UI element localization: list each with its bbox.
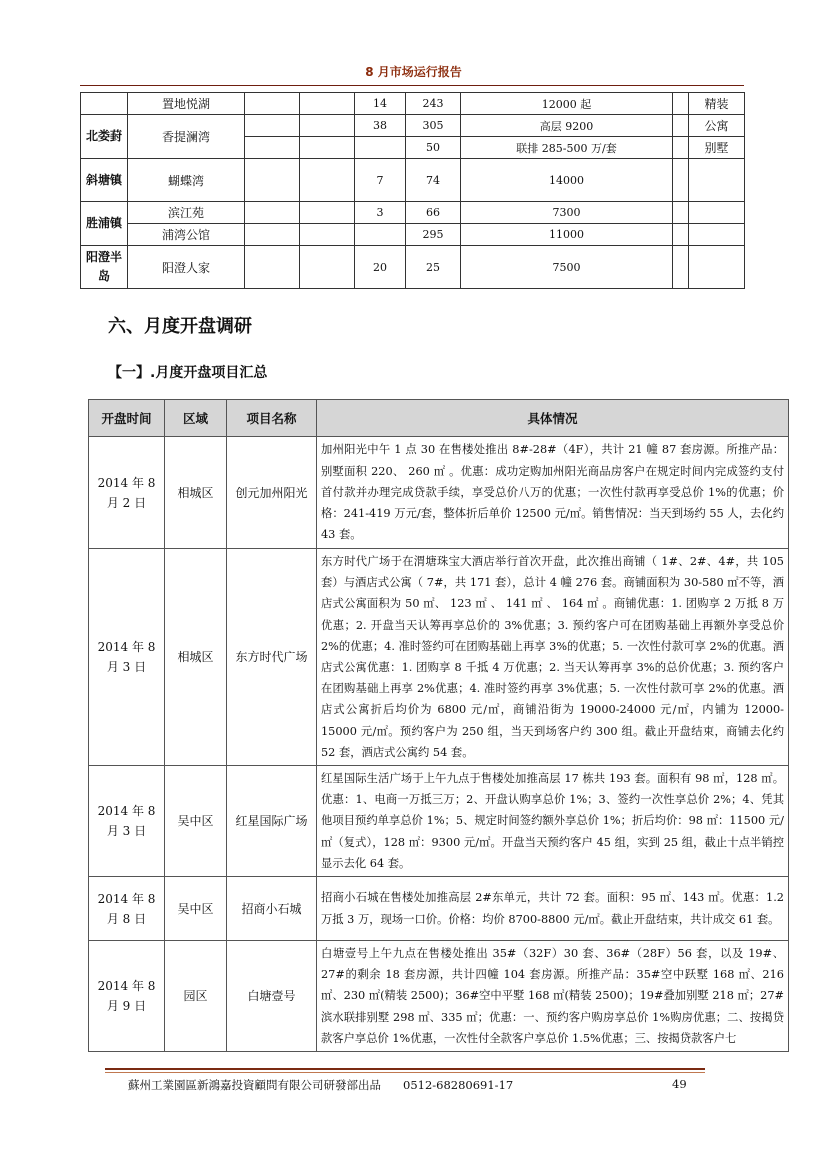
report-title: 8 月市场运行报告: [365, 65, 462, 79]
region-cell: 北娄葑: [81, 115, 128, 159]
table-row: [81, 93, 745, 115]
units-cell: 50: [406, 137, 461, 159]
footer-phone: 0512-68280691-17: [403, 1078, 514, 1092]
table-row: [81, 224, 745, 246]
project-name-cell: 滨江苑: [128, 202, 245, 224]
project-cell: 创元加州阳光: [227, 437, 317, 549]
detail-cell: 加州阳光中午 1 点 30 在售楼处推出 8#-28#（4F），共计 21 幢 87 套房源。所推产品：别墅面积 220、 260 ㎡ 。优惠：成功定购加州阳光商品房客户在规定时间内完成签约支付首付款并办理完成贷款手续，享受总价八万的优惠；一次性付款再享受总价 1%的优惠；价格：241-419 万元/套，整体折后单价 12500 元/㎡。销售情况：当天到场约 55 人，去化约 43 套。: [317, 437, 789, 549]
date-cell: 2014 年 8 月 3 日: [89, 549, 165, 766]
header-detail: 具体情况: [317, 400, 789, 437]
type-cell: 别墅: [689, 137, 745, 159]
footer-text: [128, 1077, 513, 1093]
detail-cell: 招商小石城在售楼处加推高层 2#东单元，共计 72 套。面积：95 ㎡、143 ㎡。优惠：1.2 万抵 3 万，现场一口价。价格：均价 8700-8800 元/㎡。截止开盘结束，共计成交 61 套。: [317, 877, 789, 941]
project-name-cell: 置地悦湖: [128, 93, 245, 115]
area-cell: 相城区: [165, 437, 227, 549]
count-cell: 3: [355, 202, 406, 224]
project-name-cell: 香提澜湾: [128, 115, 245, 159]
footer-divider: [105, 1068, 705, 1070]
region-cell: 阳澄半岛: [81, 246, 128, 289]
area-cell: 吴中区: [165, 877, 227, 941]
footer-divider-thin: [105, 1072, 705, 1073]
table-row: [89, 766, 789, 877]
type-cell: 公寓: [689, 115, 745, 137]
project-cell: 红星国际广场: [227, 766, 317, 877]
table-row: [81, 159, 745, 202]
price-cell: 11000: [461, 224, 673, 246]
subsection-heading: 【一】.月度开盘项目汇总: [108, 365, 268, 381]
type-cell: 精装: [689, 93, 745, 115]
price-cell: 7500: [461, 246, 673, 289]
units-cell: 305: [406, 115, 461, 137]
count-cell: 7: [355, 159, 406, 202]
date-cell: 2014 年 8 月 8 日: [89, 877, 165, 941]
region-cell: [81, 93, 128, 115]
project-cell: 招商小石城: [227, 877, 317, 941]
header-area: 区域: [165, 400, 227, 437]
table-row: [89, 877, 789, 941]
region-cell: 斜塘镇: [81, 159, 128, 202]
table-row: [89, 549, 789, 766]
price-cell: 14000: [461, 159, 673, 202]
project-cell: 东方时代广场: [227, 549, 317, 766]
page-number: 49: [672, 1077, 687, 1091]
count-cell: 20: [355, 246, 406, 289]
table-row: [81, 202, 745, 224]
header-date: 开盘时间: [89, 400, 165, 437]
project-name-cell: 阳澄人家: [128, 246, 245, 289]
price-cell: 7300: [461, 202, 673, 224]
section-heading: 六、月度开盘调研: [108, 316, 252, 337]
header-project: 项目名称: [227, 400, 317, 437]
units-cell: 25: [406, 246, 461, 289]
price-cell: 联排 285-500 万/套: [461, 137, 673, 159]
table-row: [89, 941, 789, 1052]
header-divider: [80, 85, 744, 86]
detail-cell: 东方时代广场于在渭塘珠宝大酒店举行首次开盘，此次推出商铺（ 1#、2#、4#，共 105 套）与酒店式公寓（ 7#，共 171 套），总计 4 幢 276 套。商铺面积为 30-580 ㎡不等，酒店式公寓面积为 50 ㎡、 123 ㎡ 、 141 ㎡ 、 164 ㎡ 。商铺优惠：1. 团购享 2 万抵 8 万优惠；2. 开盘当天认筹再享总价的 3%优惠；3. 预约客户可在团购基础上再额外享受总价 2%的优惠；4. 准时签约可在团购基础上再享 3%的优惠；5. 一次性付款可享 2%的优惠。酒店式公寓优惠：1. 团购享 8 千抵 4 万优惠；2. 当天认筹再享 3%的总价优惠；3. 预约客户在团购基础上再享 2%优惠；4. 准时签约再享 3%优惠；5. 一次性付款可享 2%的优惠。酒店式公寓折后均价为 6800 元/㎡，商铺沿街为 19000-24000 元/㎡，内铺为 12000-15000 元/㎡。预约客户为 250 组，当天到场客户约 300 组。截止开盘结束，商铺去化约 52 套，酒店式公寓约 54 套。: [317, 549, 789, 766]
price-table: [80, 92, 745, 289]
date-cell: 2014 年 8 月 2 日: [89, 437, 165, 549]
table-row: [81, 246, 745, 289]
price-cell: 12000 起: [461, 93, 673, 115]
date-cell: 2014 年 8 月 3 日: [89, 766, 165, 877]
units-cell: 243: [406, 93, 461, 115]
project-name-cell: 蝴蝶湾: [128, 159, 245, 202]
table-header-row: [89, 400, 789, 437]
date-cell: 2014 年 8 月 9 日: [89, 941, 165, 1052]
table-row: [89, 437, 789, 549]
table-row: [81, 115, 745, 137]
area-cell: 园区: [165, 941, 227, 1052]
footer-company: 蘇州工業園區新鴻嘉投資顧問有限公司研發部出品: [128, 1078, 381, 1092]
count-cell: 14: [355, 93, 406, 115]
price-cell: 高层 9200: [461, 115, 673, 137]
area-cell: 相城区: [165, 549, 227, 766]
area-cell: 吴中区: [165, 766, 227, 877]
units-cell: 66: [406, 202, 461, 224]
region-cell: 胜浦镇: [81, 202, 128, 246]
count-cell: 38: [355, 115, 406, 137]
detail-cell: 红星国际生活广场于上午九点于售楼处加推高层 17 栋共 193 套。面积有 98 ㎡，128 ㎡。优惠：1、电商一万抵三万；2、开盘认购享总价 1%；3、签约一次性享总价 2%；4、凭其他项目预约单享总价 1%；5、规定时间签约额外享总价 1%；折后均价：98 ㎡：11500 元/㎡（复式），128 ㎡：9300 元/㎡。开盘当天预约客户 45 组，实到 25 组，截止十点半销控显示去化 64 套。: [317, 766, 789, 877]
opening-summary-table: [88, 399, 789, 1052]
units-cell: 74: [406, 159, 461, 202]
detail-cell: 白塘壹号上午九点在售楼处推出 35#（32F）30 套、36#（28F）56 套，以及 19#、27#的剩余 18 套房源，共计四幢 104 套房源。所推产品：35#空中跃墅 168 ㎡、216 ㎡、230 ㎡(精装 2500)；36#空中平墅 168 ㎡(精装 2500)；19#叠加别墅 218 ㎡；27#滨水联排别墅 298 ㎡、335 ㎡；优惠：一、预约客户购房享总价 1%购房优惠；二、按揭贷款客户享总价 1%优惠，一次性付全款客户享总价 1.5%优惠；三、按揭贷款客户七: [317, 941, 789, 1052]
project-cell: 白塘壹号: [227, 941, 317, 1052]
units-cell: 295: [406, 224, 461, 246]
count-cell: [355, 224, 406, 246]
project-name-cell: 浦湾公馆: [128, 224, 245, 246]
